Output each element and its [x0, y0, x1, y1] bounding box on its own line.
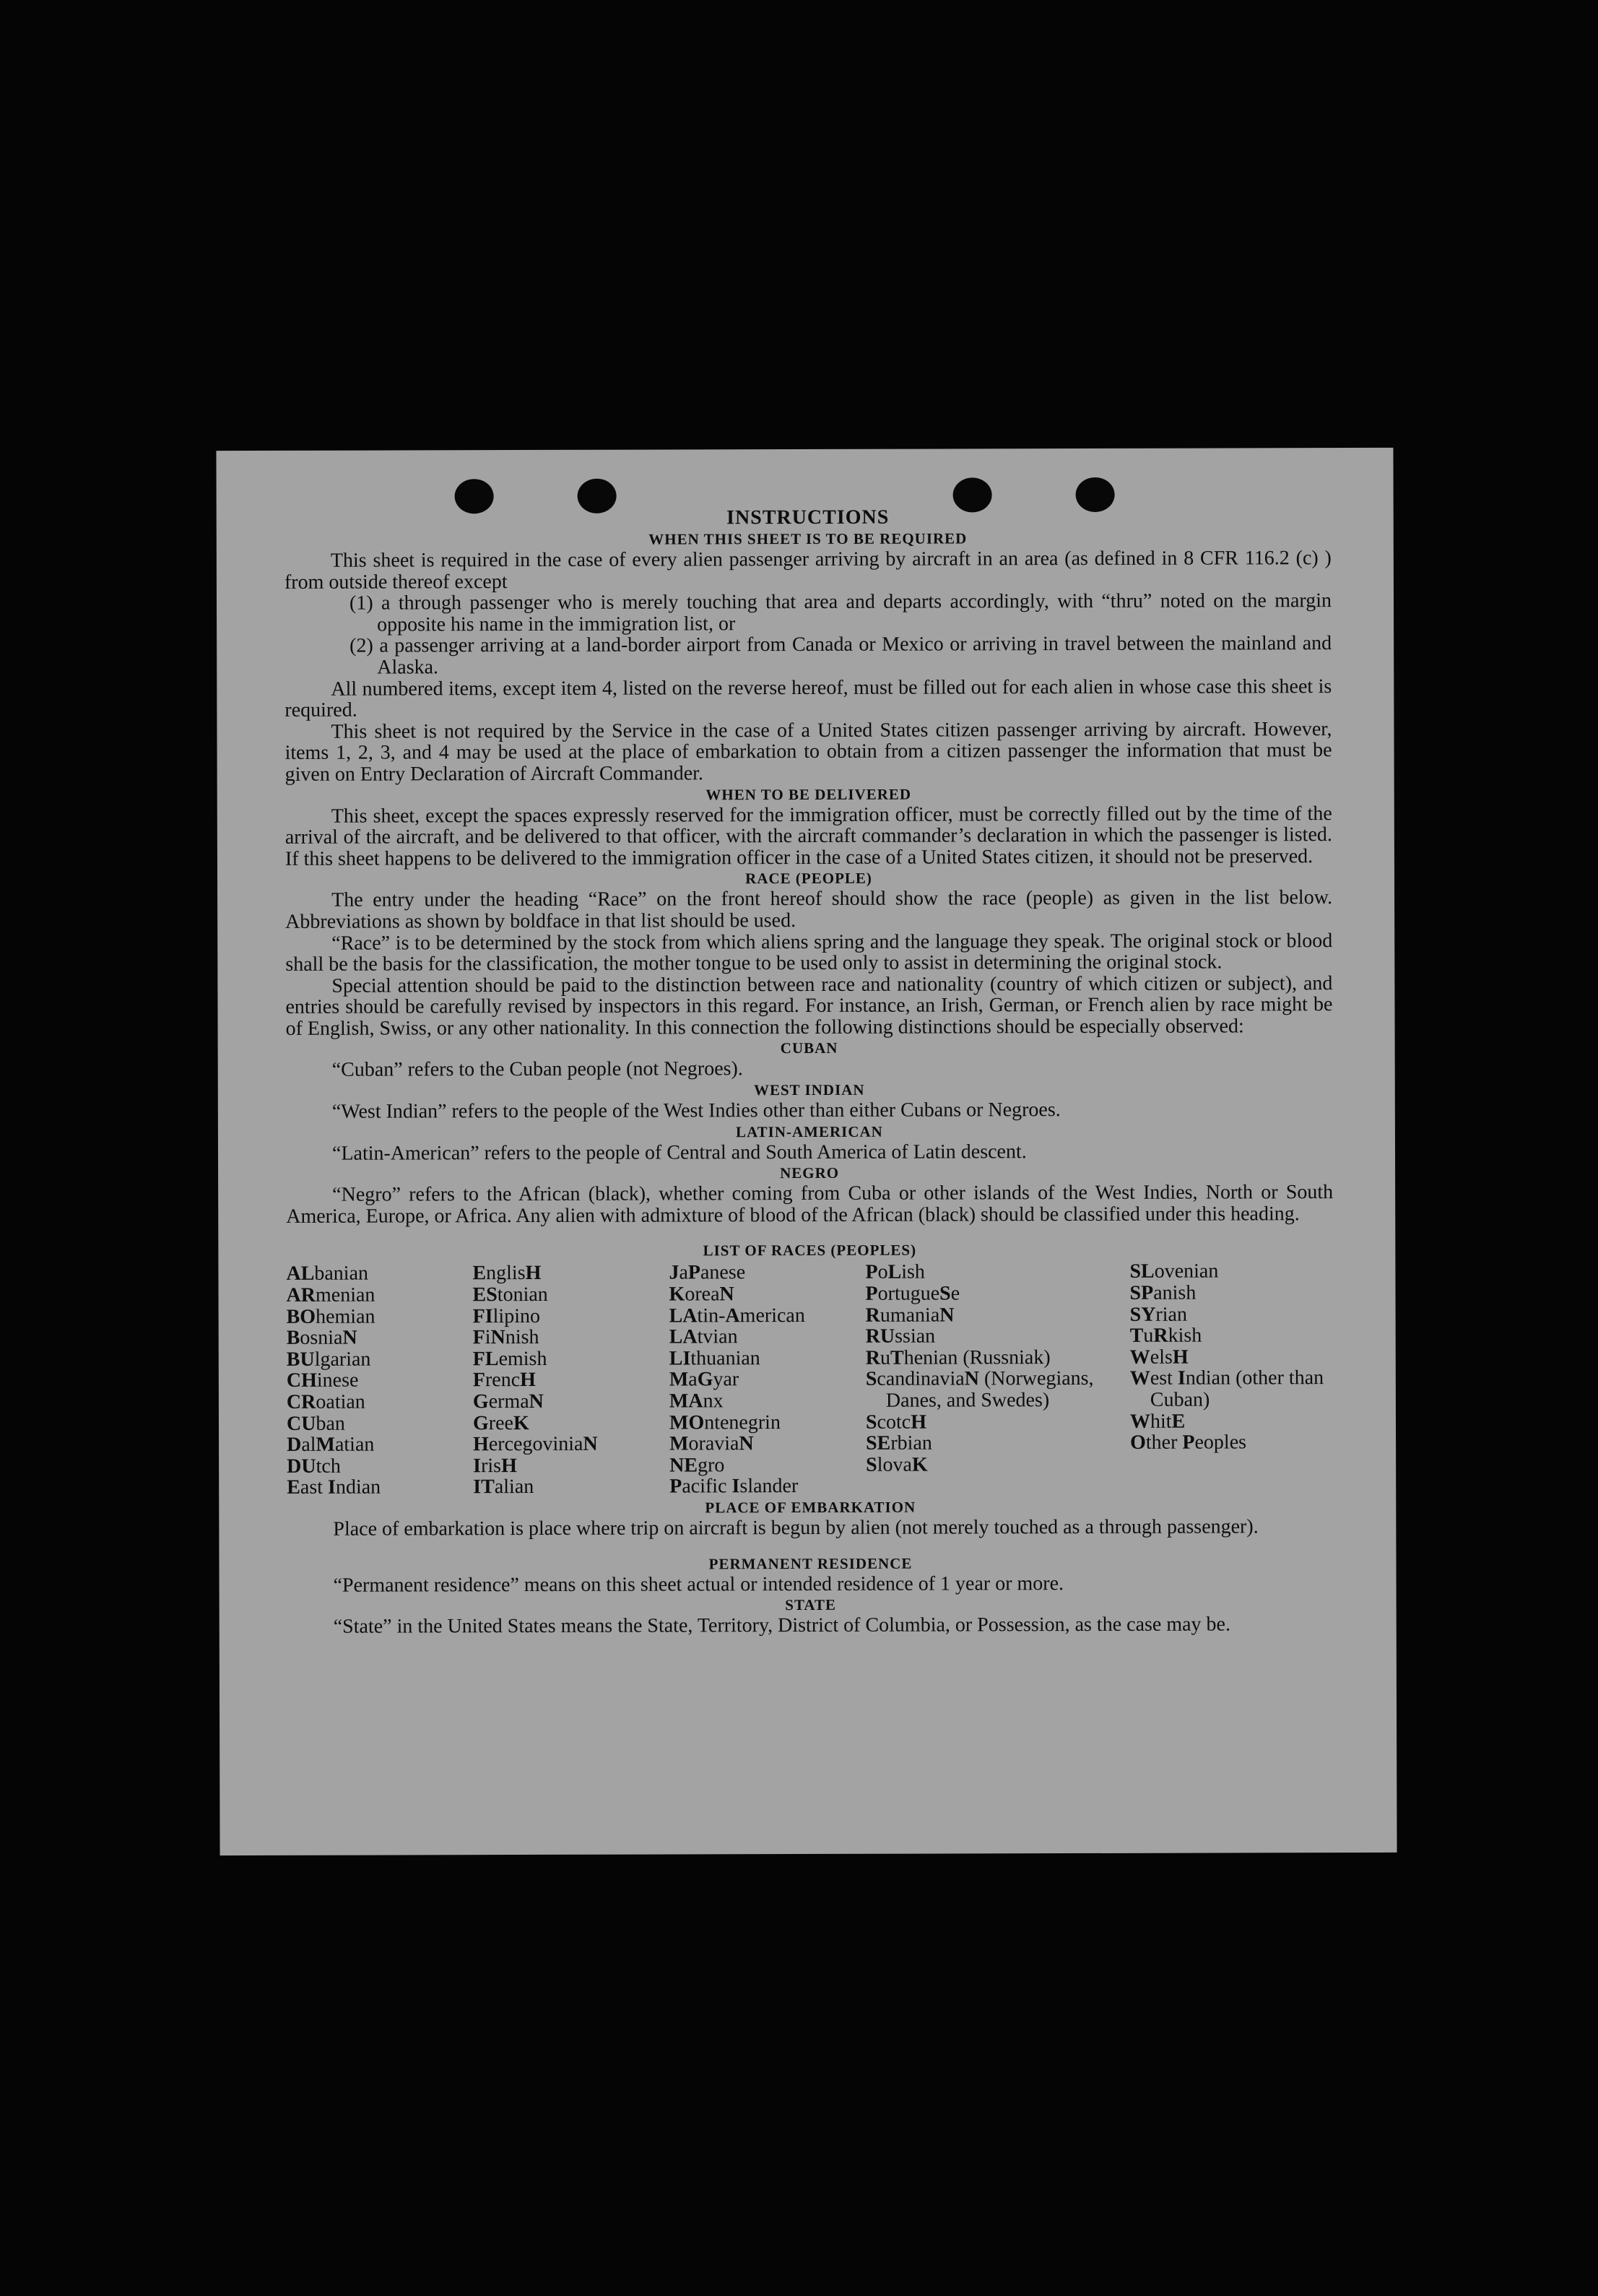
race-item: RuThenian (Russniak): [865, 1346, 1051, 1369]
race-item: Pacific Islander: [669, 1475, 799, 1498]
race-item: JaPanese: [669, 1261, 746, 1284]
race-item: ALbanian: [286, 1262, 369, 1286]
race-item: MaGyar: [669, 1368, 739, 1391]
subheading-cuban: CUBAN: [780, 1039, 838, 1057]
instruction-sheet: [216, 448, 1397, 1855]
race-item: WelsH: [1129, 1346, 1189, 1369]
race-column: [865, 1261, 1130, 1496]
exception-item-1: (1) a through passenger who is merely touching that area and departs accordingly, with “thru” noted on the margin opposite his name in the immigration list, or: [349, 589, 1332, 636]
paragraph: This sheet, except the spaces expressly reserved for the immigration officer, must be correctly filled out by the time of the arrival of the aircraft, and be delivered to that officer, with the aircraft commander’s declaration in which the passenger is listed. If this sheet happens to be delivered to the immigration officer in the case of a United States citizen, it should not be preserved.: [285, 802, 1332, 870]
race-item: CUban: [286, 1412, 345, 1435]
paragraph: “Race” is to be determined by the stock from which aliens spring and the language they speak. The original stock or blood shall be the basis for the classification, the mother tongue to be used only to assist in determining the original stock.: [285, 929, 1333, 976]
list-heading: LIST OF RACES (PEOPLES): [703, 1242, 917, 1260]
race-item: LAtvian: [669, 1325, 738, 1348]
race-item: FIlipino: [472, 1304, 540, 1327]
race-item: DUtch: [287, 1455, 341, 1478]
subheading-latin-american: LATIN-AMERICAN: [736, 1122, 883, 1140]
punch-hole: [578, 479, 617, 514]
race-item: BosniaN: [286, 1326, 357, 1350]
race-item: DalMatian: [287, 1433, 375, 1457]
race-column: [1129, 1261, 1332, 1496]
paragraph: This sheet is not required by the Service in the case of a United States citizen passenger arriving by aircraft. However, items 1, 2, 3, and 4 may be used at the place of embarkation to obtain from a citizen passenger the information that must be given on Entry Declaration of Aircraft Commander.: [285, 717, 1332, 786]
race-item: ScotcH: [865, 1411, 927, 1434]
race-item: HercegoviniaN: [473, 1432, 598, 1456]
race-column: [669, 1262, 866, 1497]
race-item: SPanish: [1129, 1281, 1197, 1304]
race-item: SYrian: [1129, 1303, 1187, 1326]
paragraph: “Permanent residence” means on this sheet actual or intended residence of 1 year or more.: [333, 1572, 1064, 1597]
section-heading-state: STATE: [785, 1596, 837, 1614]
race-column: [472, 1262, 669, 1498]
race-item: PortugueSe: [865, 1282, 960, 1305]
race-item: FiNnish: [472, 1326, 539, 1349]
race-item: LAtin-American: [669, 1304, 805, 1327]
race-column: [286, 1263, 473, 1499]
paragraph: The entry under the heading “Race” on the front hereof should show the race (people) as given in the list below. Abbreviations as shown by boldface in that list should be used.: [285, 886, 1333, 933]
race-item: West Indian (other than Cuban): [1129, 1366, 1324, 1411]
race-item: EnglisH: [472, 1262, 542, 1285]
race-item: SlovaK: [866, 1453, 928, 1476]
race-item: MOntenegrin: [669, 1411, 781, 1434]
exception-item-2: (2) a passenger arriving at a land-border airport from Canada or Mexico or arriving in travel between the mainland and Alaska.: [349, 632, 1332, 679]
definition-negro: “Negro” refers to the African (black), whether coming from Cuba or other islands of the West Indies, North or South America, Europe, or Africa. Any alien with admixture of blood of the African (black) should be classified under this heading.: [286, 1181, 1334, 1228]
race-item: Other Peoples: [1130, 1431, 1247, 1455]
race-item: EStonian: [472, 1283, 548, 1307]
paragraph: Place of embarkation is place where trip on aircraft is begun by alien (not merely touched as a through passenger).: [333, 1515, 1259, 1541]
race-item: RUssian: [865, 1325, 936, 1348]
race-item: ITalian: [473, 1476, 534, 1499]
section-heading-required: WHEN THIS SHEET IS TO BE REQUIRED: [648, 529, 968, 548]
paragraph: This sheet is required in the case of every alien passenger arriving by aircraft in an area (as defined in 8 CFR 116.2 (c) ) from outside thereof except: [284, 547, 1332, 594]
race-item: MAnx: [669, 1390, 724, 1413]
definition-latin-american: “Latin-American” refers to the people of Central and South America of Latin descent.: [331, 1140, 1027, 1165]
race-item: WhitE: [1129, 1410, 1186, 1433]
race-item: GermaN: [472, 1390, 544, 1413]
race-item: SLovenian: [1129, 1260, 1219, 1283]
paragraph: All numbered items, except item 4, listed on the reverse hereof, must be filled out for each alien in whose case this sheet is required.: [285, 675, 1332, 722]
race-item: SErbian: [866, 1431, 932, 1455]
section-heading-embarkation: PLACE OF EMBARKATION: [705, 1498, 916, 1517]
race-item: BOhemian: [286, 1305, 375, 1328]
race-item: ScandinaviaN (Norwegians, Danes, and Swedes): [865, 1367, 1094, 1412]
race-item: FLemish: [472, 1347, 547, 1371]
section-heading-race: RACE (PEOPLE): [745, 870, 872, 888]
race-list: [286, 1261, 1334, 1499]
race-item: GreeK: [472, 1411, 529, 1434]
section-heading-delivered: WHEN TO BE DELIVERED: [705, 785, 912, 803]
race-item: IrisH: [473, 1454, 517, 1477]
race-item: RumaniaN: [865, 1304, 955, 1327]
definition-west-indian: “West Indian” refers to the people of the West Indies other than either Cubans or Negroes.: [331, 1099, 1061, 1123]
race-item: East Indian: [287, 1476, 381, 1499]
definition-cuban: “Cuban” refers to the Cuban people (not Negroes).: [331, 1057, 743, 1082]
race-item: CRoatian: [286, 1390, 365, 1413]
race-item: TuRkish: [1129, 1324, 1202, 1348]
punch-hole: [953, 477, 992, 512]
race-item: NEgro: [669, 1454, 725, 1477]
page-title: INSTRUCTIONS: [726, 506, 890, 529]
race-item: CHinese: [286, 1369, 359, 1392]
race-item: LIthuanian: [669, 1346, 760, 1370]
race-item: MoraviaN: [669, 1432, 754, 1455]
subheading-west-indian: WEST INDIAN: [753, 1080, 865, 1099]
paragraph: Special attention should be paid to the distinction between race and nationality (country of which citizen or subject), and entries should be carefully revised by inspectors in this regard. For instance, an Irish, German, or French alien by race might be of English, Swiss, or any other nationality. In this connection the following distinctions should be especially observed:: [285, 971, 1333, 1040]
subheading-negro: NEGRO: [780, 1164, 840, 1182]
punch-hole: [455, 479, 494, 514]
race-item: BUlgarian: [286, 1348, 371, 1371]
race-item: ARmenian: [286, 1283, 375, 1307]
paragraph: “State” in the United States means the State, Territory, District of Columbia, or Possession, as the case may be.: [333, 1613, 1230, 1638]
punch-hole: [1076, 477, 1115, 512]
race-item: KoreaN: [669, 1283, 734, 1306]
section-heading-residence: PERMANENT RESIDENCE: [708, 1554, 913, 1572]
race-item: PoLish: [865, 1261, 925, 1284]
race-item: FrencH: [472, 1369, 536, 1392]
